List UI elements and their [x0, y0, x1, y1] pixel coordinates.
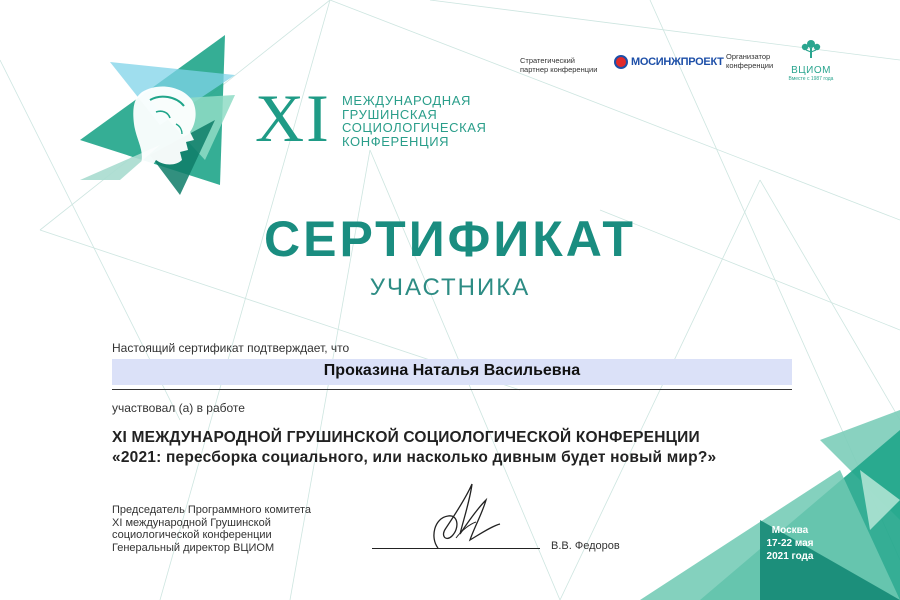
event-city: Москва	[771, 525, 809, 536]
organizer-label-line: Организатор	[726, 52, 771, 61]
conference-title-line: ГРУШИНСКАЯ	[342, 106, 438, 122]
strategic-partner-label-line: Стратегический	[520, 56, 575, 65]
mosinzhproekt-mark-icon	[614, 55, 628, 69]
certificate-subtitle: УЧАСТНИКА	[369, 274, 531, 301]
strategic-partner-label-line: партнер конференции	[520, 65, 598, 74]
signatory-position-line: XI международной Грушинской	[112, 516, 271, 529]
event-year: 2021 года	[766, 551, 814, 562]
vciom-name: ВЦИОМ	[791, 65, 831, 76]
signatory-position	[112, 504, 311, 554]
signatory-position-line: Генеральный директор ВЦИОМ	[112, 541, 275, 554]
mosinzhproekt-logo	[614, 55, 724, 69]
conference-full-name	[112, 428, 812, 468]
signatory-position-line: социологической конференции	[112, 529, 272, 541]
conference-title-line: МЕЖДУНАРОДНАЯ	[342, 93, 472, 108]
mosinzhproekt-name: МОСИНЖПРОЕКТ	[631, 56, 724, 68]
recipient-name: Проказина Наталья Васильевна	[323, 362, 581, 379]
event-dates: 17-22 мая	[766, 538, 814, 549]
conference-title-line: КОНФЕРЕНЦИЯ	[342, 133, 450, 149]
name-underline	[112, 389, 792, 390]
vciom-logo	[786, 38, 836, 82]
tree-icon	[798, 38, 824, 60]
conference-theme-line: «2021: пересборка социального, или насколько дивным будет новый мир?»	[112, 449, 717, 466]
conference-numeral: XI	[255, 80, 331, 156]
place-and-date	[740, 524, 840, 563]
participation-text: участвовал (а) в работе	[112, 401, 245, 415]
signature-line	[372, 548, 540, 549]
conference-title-line: СОЦИОЛОГИЧЕСКАЯ	[342, 120, 487, 135]
organizer-label	[726, 52, 773, 70]
strategic-partner-label	[520, 56, 597, 74]
vciom-tagline: Вместе с 1987 года	[788, 76, 834, 82]
confirmation-text: Настоящий сертификат подтверждает, что	[112, 341, 350, 355]
certificate-title: СЕРТИФИКАТ	[264, 211, 636, 267]
conference-full-name-line: XI МЕЖДУНАРОДНОЙ ГРУШИНСКОЙ СОЦИОЛОГИЧЕСКОЙ КОНФЕРЕНЦИИ	[112, 429, 700, 446]
signatory-position-line: Председатель Программного комитета	[112, 504, 311, 516]
conference-title	[342, 94, 542, 148]
handwritten-signature	[400, 478, 510, 553]
signatory-name: В.В. Федоров	[551, 540, 620, 552]
organizer-label-line: конференции	[726, 61, 774, 70]
